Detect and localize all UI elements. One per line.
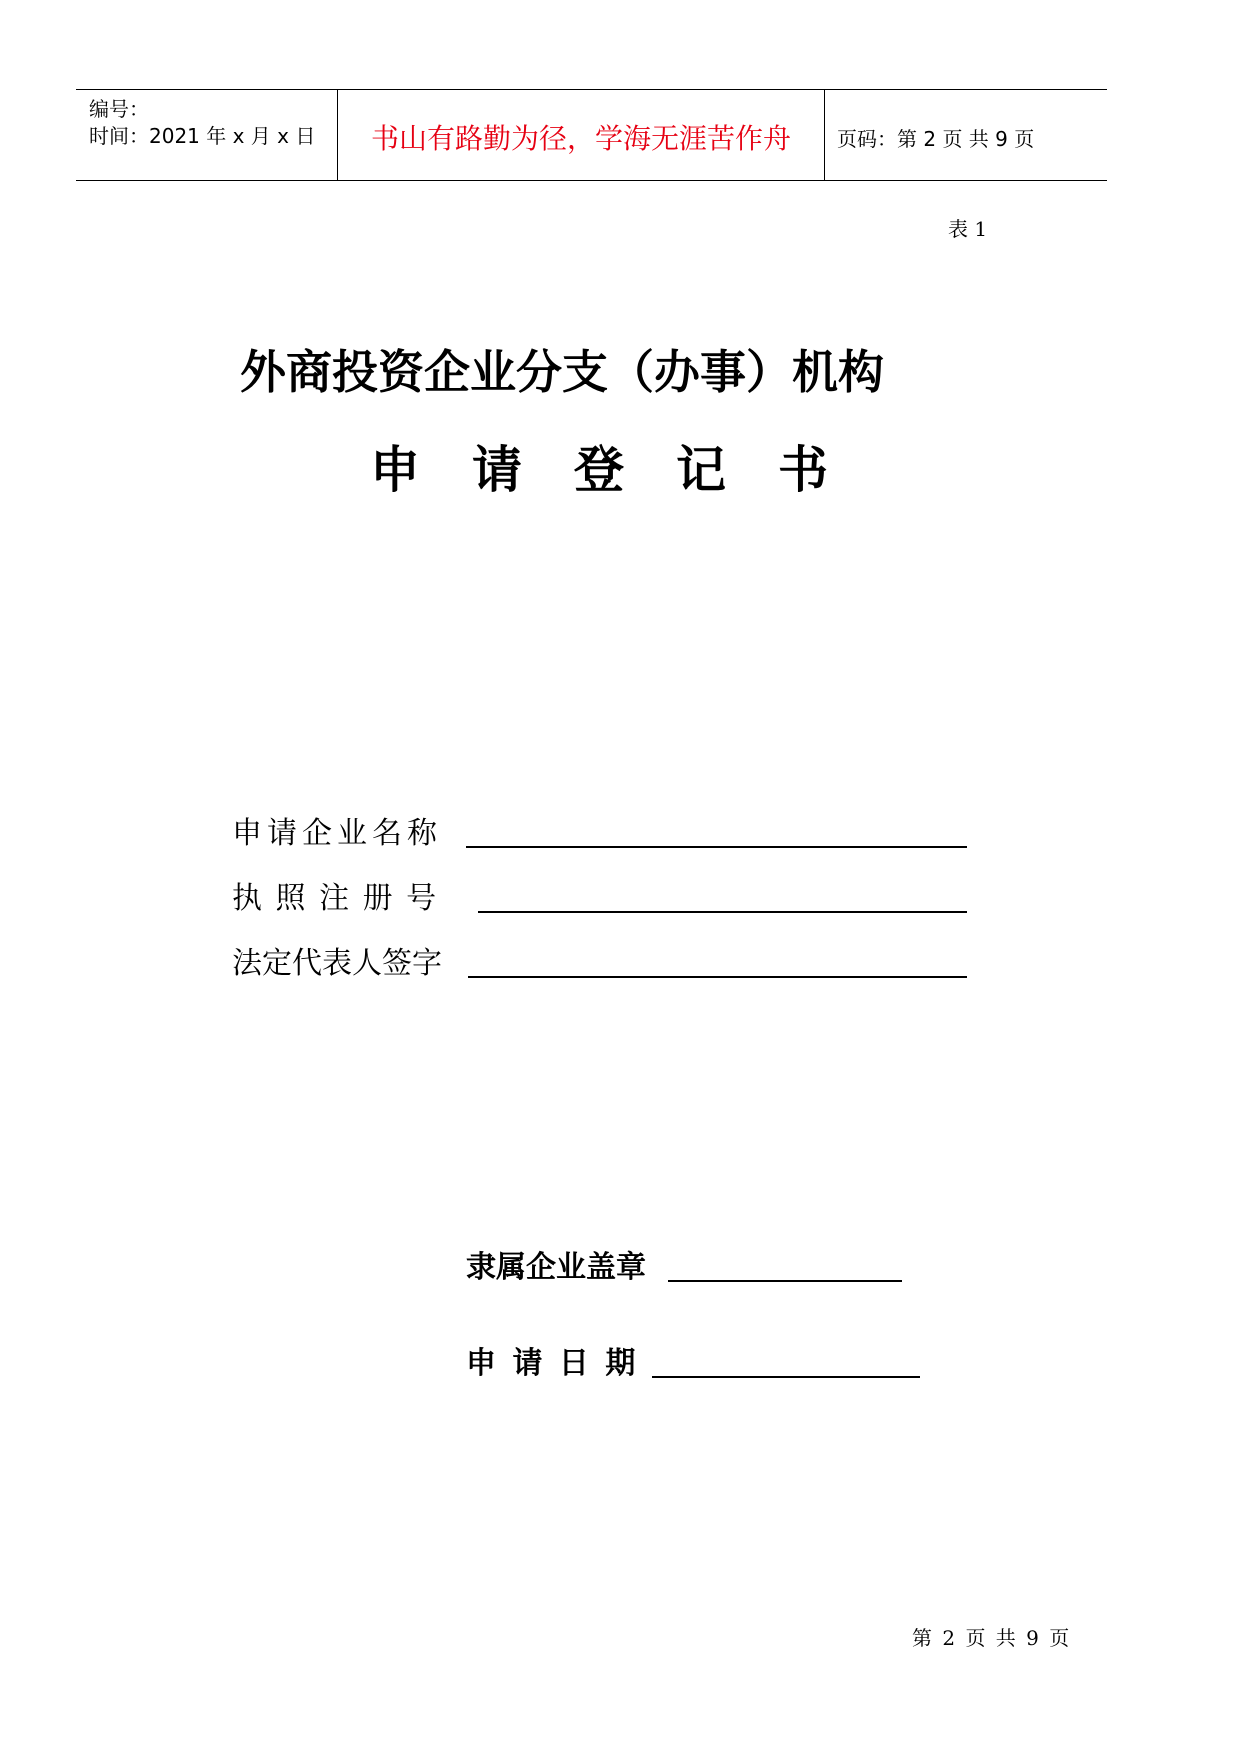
document-title: 外商投资企业分支（办事）机构	[240, 345, 884, 399]
license-number-blank[interactable]	[478, 911, 967, 913]
serial-number-label: 编号：	[89, 97, 149, 121]
company-name-blank[interactable]	[466, 846, 967, 848]
parent-company-seal-label: 隶属企业盖章	[466, 1250, 646, 1285]
header-motto: 书山有路勤为径，学海无涯苦作舟	[370, 122, 791, 155]
header-right-cell	[825, 90, 1107, 180]
document-subtitle: 申请登记书	[370, 440, 880, 499]
date-label: 时间：2021 年 x 月 x 日	[89, 124, 316, 148]
application-date-blank[interactable]	[652, 1376, 920, 1378]
parent-company-seal-blank[interactable]	[668, 1280, 902, 1282]
company-name-label: 申请企业名称	[232, 816, 442, 851]
header-middle-cell	[338, 90, 825, 180]
header-page-number: 页码：第 2 页 共 9 页	[837, 127, 1035, 151]
form-number: 表 1	[948, 217, 988, 241]
page-header	[76, 89, 1107, 181]
header-left-cell	[76, 90, 338, 180]
legal-representative-blank[interactable]	[468, 976, 967, 978]
page-footer: 第 2 页 共 9 页	[912, 1626, 1070, 1650]
legal-representative-label: 法定代表人签字	[232, 946, 442, 981]
application-date-label: 申 请 日 期	[466, 1346, 636, 1381]
license-number-label: 执 照 注 册 号	[232, 881, 439, 916]
